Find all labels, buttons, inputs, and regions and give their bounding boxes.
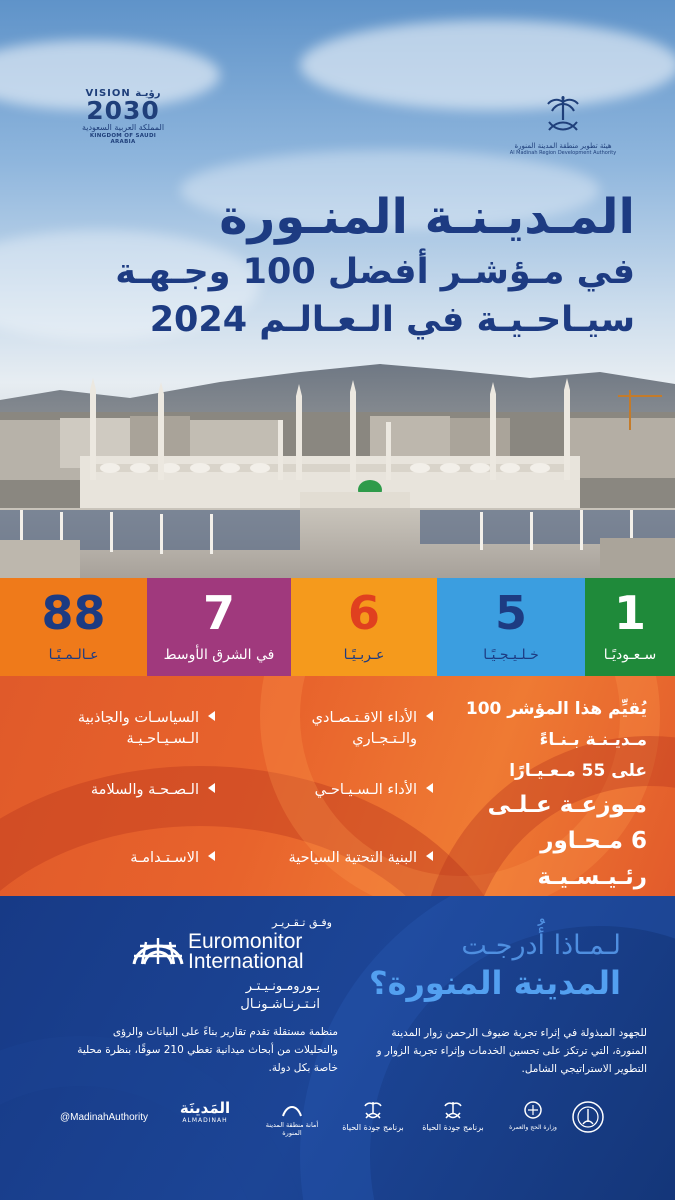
region-emblem-logo bbox=[566, 1100, 610, 1137]
arrow-icon bbox=[208, 783, 215, 793]
authority-arabic: هيئة تطوير منطقة المدينة المنورة bbox=[514, 142, 612, 150]
authority-english: Al Madinah Region Development Authority bbox=[509, 150, 617, 156]
rankings-strip bbox=[0, 578, 675, 676]
hajj-ministry-logo bbox=[508, 1100, 558, 1133]
intro-line-5: 6 مـحـاور bbox=[540, 828, 647, 854]
logo-arabic: وزارة الحج والعمرة bbox=[509, 1124, 557, 1131]
ranking-value: 1 bbox=[613, 586, 646, 640]
criterion-health bbox=[29, 780, 199, 801]
ranking-value: 88 bbox=[41, 586, 106, 640]
vision-2030-logo bbox=[78, 88, 168, 145]
intro-line-2: مـديـنـة بـنـاءً bbox=[539, 730, 647, 750]
vision-english: KINGDOM OF SAUDI ARABIA bbox=[89, 133, 157, 145]
ranking-label: خـلـيـجـيًـا bbox=[483, 647, 539, 663]
almadinah-logo bbox=[170, 1100, 240, 1126]
criterion-economic bbox=[247, 708, 417, 750]
title-line-3: سيـاحـيـة في الـعـالـم 2024 bbox=[149, 300, 635, 340]
region-emblem-icon bbox=[571, 1100, 605, 1134]
euromonitor-arabic-line-2: انـتـرنـاشـونـال bbox=[240, 997, 320, 1012]
arrow-icon bbox=[426, 711, 433, 721]
authority-logo bbox=[508, 94, 618, 156]
logo-english: ALMADINAH bbox=[182, 1117, 228, 1124]
euromonitor-description: منظمة مستقلة تقدم تقارير بناءً على البيانات والرؤى والتحليلات من أبحاث ميدانية تغطي 210 سوقًا، بنظرة محلية خاصة بكل دولة. bbox=[77, 1026, 338, 1074]
amanah-logo bbox=[262, 1100, 322, 1137]
palm-swords-emblem-icon bbox=[543, 94, 583, 136]
criterion-text: الأداء الـسـيـاحـي bbox=[314, 782, 417, 798]
intro-line-3: على 55 مـعـيـارًا bbox=[509, 761, 647, 781]
prophets-mosque-photo bbox=[0, 360, 675, 580]
euromonitor-name-line-2: International bbox=[188, 950, 304, 973]
saudi-emblem-icon bbox=[363, 1100, 383, 1120]
criterion-text: الـسـيـاحـيـة bbox=[126, 731, 199, 747]
ranking-label: في الشرق الأوسط bbox=[163, 647, 275, 663]
vision-number: 2030 bbox=[86, 96, 160, 125]
criterion-text: البنية التحتية السياحية bbox=[288, 850, 417, 866]
criteria-intro bbox=[447, 694, 647, 895]
arrow-icon bbox=[426, 783, 433, 793]
amanah-emblem-icon bbox=[281, 1100, 303, 1118]
social-handle[interactable]: @MadinahAuthority bbox=[60, 1112, 148, 1123]
criterion-sustainability bbox=[29, 848, 199, 869]
logo-arabic: برنامج جودة الحياة bbox=[422, 1123, 484, 1132]
euromonitor-globe-icon bbox=[130, 932, 186, 966]
report-per-label: وفـق تـقـريـر bbox=[272, 916, 332, 929]
ranking-label: سـعـوديًـا bbox=[603, 647, 657, 663]
title-line-1: المـديـنـة المنـورة bbox=[219, 189, 635, 245]
criterion-text: السياسـات والجاذبية bbox=[77, 710, 199, 726]
criterion-text: الأداء الاقـتـصـادي bbox=[311, 710, 417, 726]
euromonitor-name-line-1: Euromonitor bbox=[188, 930, 303, 953]
criterion-text: والـتـجـاري bbox=[352, 731, 417, 747]
logo-arabic: أمانة منطقة المدينة المنورة bbox=[265, 1121, 319, 1137]
logo-arabic: برنامج جودة الحياة bbox=[342, 1123, 404, 1132]
logo-arabic: المَدينَة bbox=[179, 1099, 231, 1117]
intro-line-4: مـوزعـة عـلـى bbox=[487, 792, 647, 818]
ranking-card bbox=[585, 578, 675, 676]
ministry-emblem-icon bbox=[522, 1100, 544, 1120]
intro-line-6: رئـيـسـيـة bbox=[537, 864, 647, 890]
criterion-text: الـصـحـة والسلامة bbox=[90, 782, 199, 798]
why-heading-line-2: المدينة المنورة؟ bbox=[369, 964, 621, 1002]
criterion-text: الاسـتـدامـة bbox=[130, 850, 199, 866]
quality-of-life-logo-2 bbox=[418, 1100, 488, 1133]
hero-section bbox=[0, 0, 675, 580]
quality-of-life-logo bbox=[338, 1100, 408, 1133]
ranking-value: 5 bbox=[494, 586, 527, 640]
ranking-card bbox=[437, 578, 585, 676]
euromonitor-arabic-line-1: يـورومـونـيـتـر bbox=[245, 979, 320, 994]
criteria-section bbox=[0, 676, 675, 896]
saudi-emblem-icon bbox=[443, 1100, 463, 1120]
criterion-tourism bbox=[247, 780, 417, 801]
criterion-policies bbox=[29, 708, 199, 750]
criterion-infrastructure bbox=[247, 848, 417, 869]
arrow-icon bbox=[426, 851, 433, 861]
arrow-icon bbox=[208, 851, 215, 861]
ranking-value: 7 bbox=[202, 586, 235, 640]
vision-arabic: المملكة العربية السعودية bbox=[81, 123, 165, 132]
bottom-section bbox=[0, 896, 675, 1200]
main-title bbox=[75, 186, 635, 344]
euromonitor-name bbox=[188, 932, 304, 972]
ranking-label: عـالـمـيًـا bbox=[48, 647, 99, 663]
ranking-card bbox=[0, 578, 147, 676]
ranking-value: 6 bbox=[347, 586, 380, 640]
title-line-2: في مـؤشـر أفضل 100 وجـهـة bbox=[115, 252, 635, 292]
why-heading-line-1: لـمـاذا أُدرجـت bbox=[461, 930, 621, 961]
ranking-label: عـربـيًـا bbox=[343, 647, 385, 663]
vision-top-text: VISION رؤيـة bbox=[85, 88, 161, 99]
euromonitor-arabic bbox=[200, 978, 320, 1014]
ranking-card bbox=[291, 578, 437, 676]
arrow-icon bbox=[208, 711, 215, 721]
ranking-card bbox=[147, 578, 291, 676]
why-body-text: للجهود المبذولة في إثراء تجربة ضيوف الرحمن زوار المدينة المنورة، التي ترتكز على تحسين الخدمات وإثراء تجربة الزوار و التطوير الاستراتيجي الشامل. bbox=[376, 1027, 647, 1075]
intro-line-1: يُقيِّم هذا المؤشر 100 bbox=[465, 699, 647, 719]
